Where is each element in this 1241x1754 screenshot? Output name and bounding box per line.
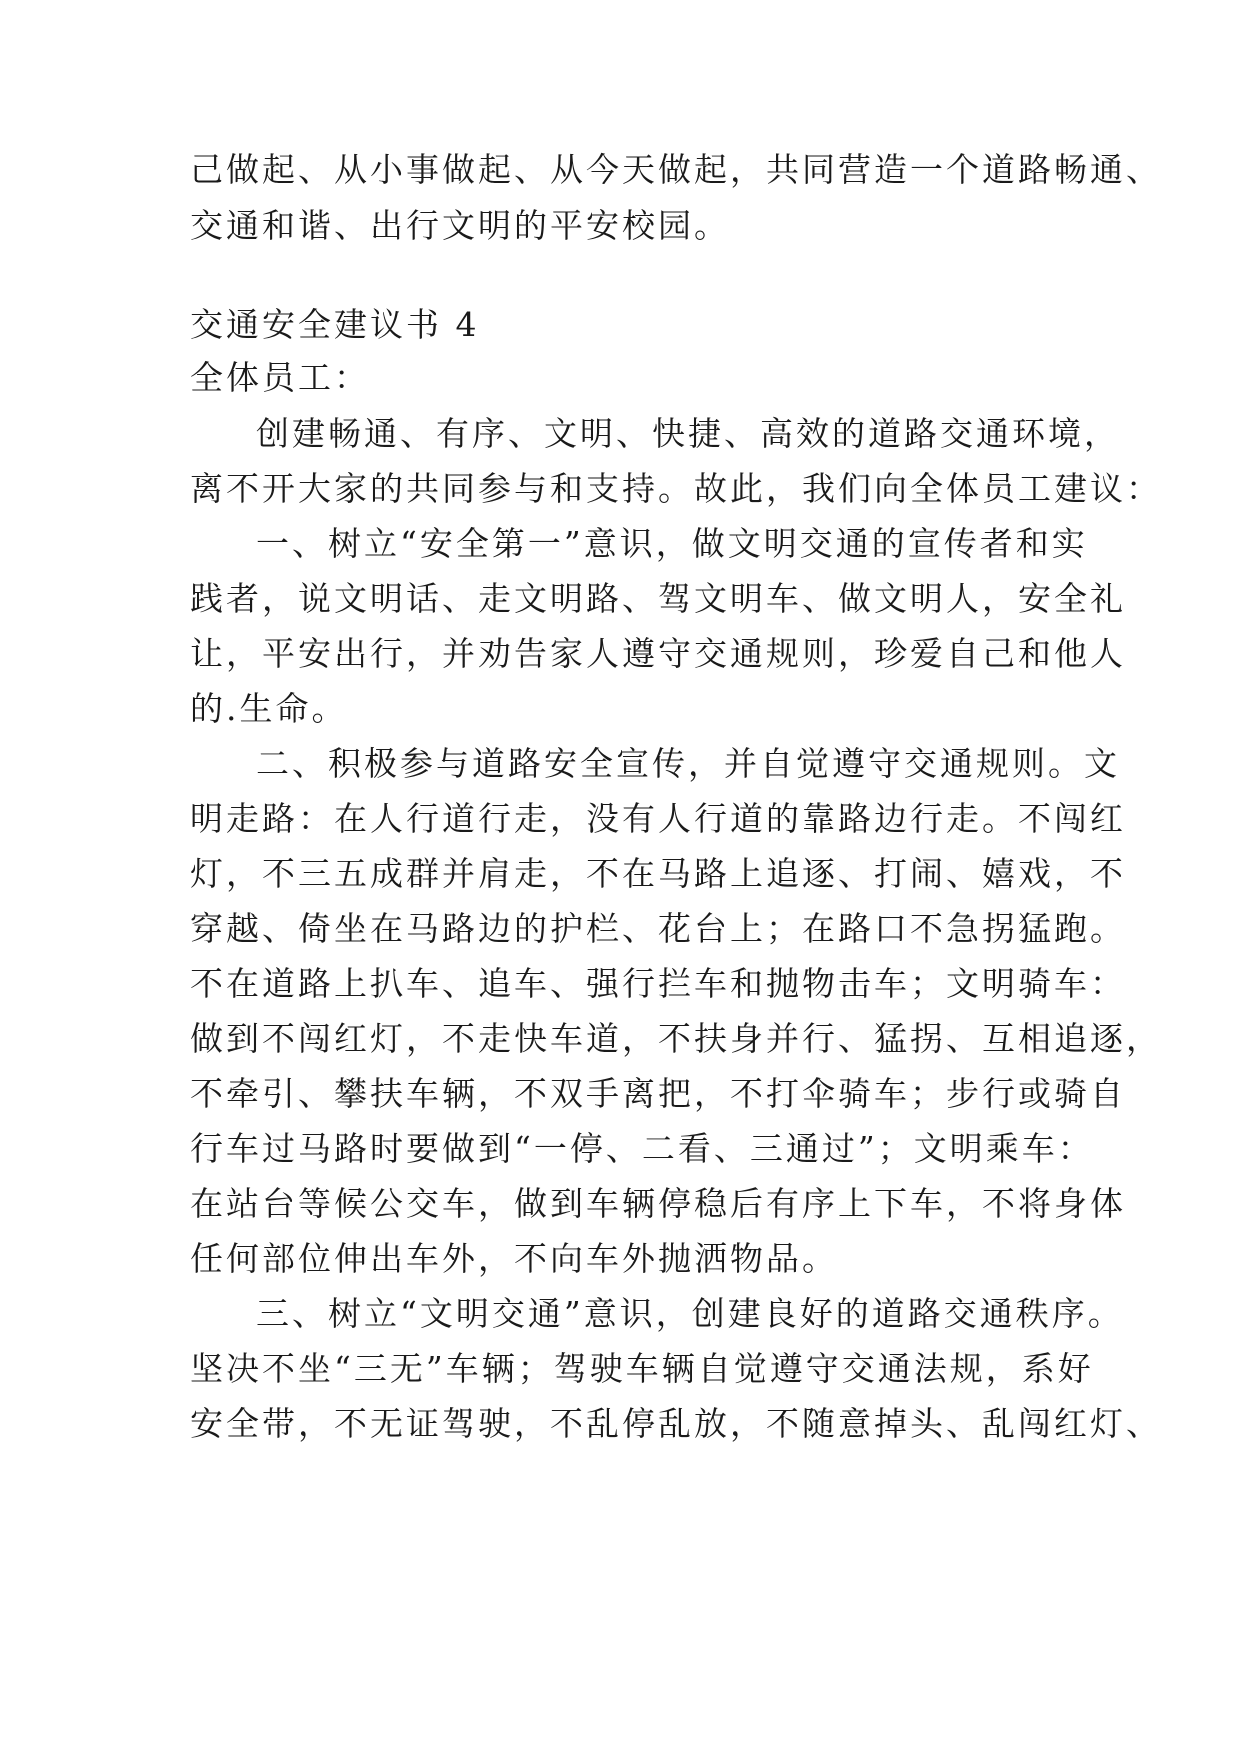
paragraph-line: 安全带，不无证驾驶，不乱停乱放，不随意掉头、乱闯红灯、: [190, 1404, 1162, 1443]
paragraph-line: 在站台等候公交车，做到车辆停稳后有序上下车，不将身体: [190, 1184, 1126, 1223]
paragraph-line: 穿越、倚坐在马路边的护栏、花台上；在路口不急拐猛跑。: [190, 909, 1126, 948]
salutation: 全体员工：: [190, 358, 370, 397]
paragraph-line: 二、积极参与道路安全宣传，并自觉遵守交通规则。文: [256, 744, 1120, 783]
paragraph-line: 让，平安出行，并劝告家人遵守交通规则，珍爱自己和他人: [190, 634, 1126, 673]
paragraph-line: 创建畅通、有序、文明、快捷、高效的道路交通环境，: [256, 414, 1120, 453]
section-title: 交通安全建议书 4: [190, 305, 480, 344]
paragraph-line: 明走路：在人行道行走，没有人行道的靠路边行走。不闯红: [190, 799, 1126, 838]
paragraph-line: 践者，说文明话、走文明路、驾文明车、做文明人，安全礼: [190, 579, 1126, 618]
paragraph-line: 行车过马路时要做到“一停、二看、三通过”；文明乘车：: [190, 1129, 1094, 1168]
paragraph-line: 离不开大家的共同参与和支持。故此，我们向全体员工建议：: [190, 469, 1162, 508]
paragraph-line: 灯，不三五成群并肩走，不在马路上追逐、打闹、嬉戏，不: [190, 854, 1126, 893]
continuation-line: 交通和谐、出行文明的平安校园。: [190, 206, 730, 245]
paragraph-line: 三、树立“文明交通”意识，创建良好的道路交通秩序。: [256, 1294, 1124, 1333]
paragraph-line: 不牵引、攀扶车辆，不双手离把，不打伞骑车；步行或骑自: [190, 1074, 1126, 1113]
paragraph-line: 一、树立“安全第一”意识，做文明交通的宣传者和实: [256, 524, 1088, 563]
paragraph-line: 做到不闯红灯，不走快车道，不扶身并行、猛拐、互相追逐，: [190, 1019, 1162, 1058]
paragraph-line: 不在道路上扒车、追车、强行拦车和抛物击车；文明骑车：: [190, 964, 1126, 1003]
paragraph-line: 任何部位伸出车外，不向车外抛洒物品。: [190, 1239, 838, 1278]
paragraph-line: 的.生命。: [190, 689, 348, 728]
continuation-line: 己做起、从小事做起、从今天做起，共同营造一个道路畅通、: [190, 150, 1162, 189]
paragraph-line: 坚决不坐“三无”车辆；驾驶车辆自觉遵守交通法规，系好: [190, 1349, 1094, 1388]
